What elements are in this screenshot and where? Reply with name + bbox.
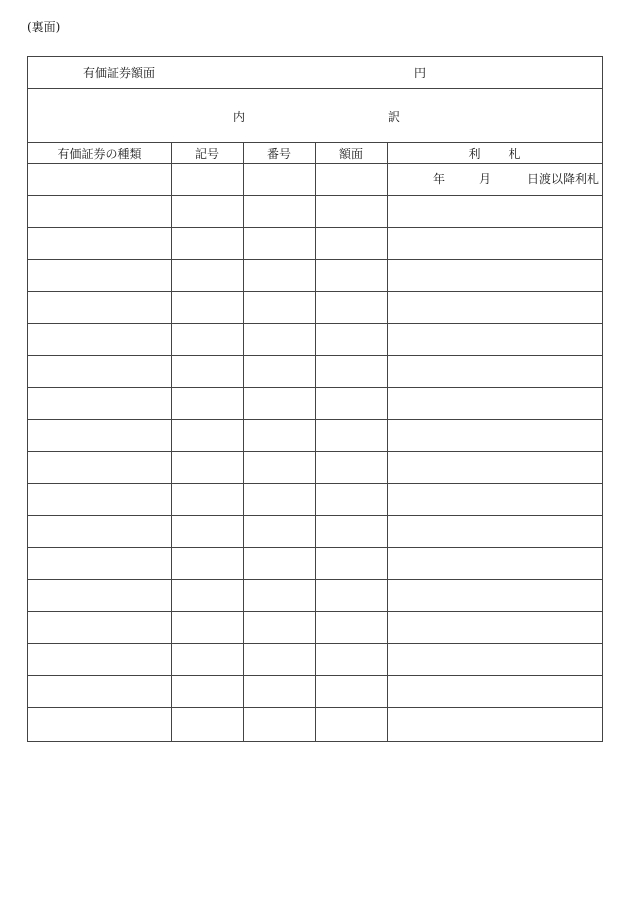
column-header-symbol: 記号 bbox=[194, 146, 219, 161]
table-cell-coupon bbox=[387, 643, 602, 675]
table-cell-symbol bbox=[171, 163, 243, 195]
table-cell-number bbox=[243, 451, 315, 483]
table-cell-number bbox=[243, 227, 315, 259]
table-cell-coupon bbox=[387, 323, 602, 355]
column-header-number: 番号 bbox=[266, 146, 291, 161]
table-cell-kind bbox=[28, 579, 171, 611]
table-cell-kind bbox=[28, 259, 171, 291]
table-cell-kind bbox=[28, 195, 171, 227]
table-cell-face-value bbox=[315, 259, 387, 291]
table-cell-coupon bbox=[387, 547, 602, 579]
securities-form bbox=[27, 56, 603, 742]
table-cell-kind bbox=[28, 675, 171, 707]
total-face-value-label: 有価証券額面 bbox=[83, 66, 156, 80]
table-cell-coupon bbox=[387, 611, 602, 643]
table-cell-symbol bbox=[171, 675, 243, 707]
table-cell-number bbox=[243, 323, 315, 355]
column-header-coupon bbox=[387, 143, 602, 163]
table-cell-face-value bbox=[315, 323, 387, 355]
table-cell-coupon bbox=[387, 227, 602, 259]
breakdown-char-1: 内 bbox=[233, 110, 246, 124]
table-cell-kind bbox=[28, 227, 171, 259]
table-cell-face-value bbox=[315, 419, 387, 451]
table-cell-face-value bbox=[315, 675, 387, 707]
table-cell-coupon bbox=[387, 579, 602, 611]
table-cell-coupon bbox=[387, 259, 602, 291]
table-cell-kind bbox=[28, 163, 171, 195]
table-cell-face-value bbox=[315, 483, 387, 515]
column-header-face-value: 額面 bbox=[338, 146, 363, 161]
table-cell-symbol bbox=[171, 611, 243, 643]
table-cell-symbol bbox=[171, 483, 243, 515]
table-cell-kind bbox=[28, 483, 171, 515]
table-cell-face-value bbox=[315, 387, 387, 419]
table-cell-kind bbox=[28, 355, 171, 387]
table-cell-coupon bbox=[387, 515, 602, 547]
table-cell-coupon bbox=[387, 163, 602, 195]
table-cell-coupon bbox=[387, 291, 602, 323]
table-cell-face-value bbox=[315, 643, 387, 675]
table-cell-coupon bbox=[387, 387, 602, 419]
table-cell-symbol bbox=[171, 291, 243, 323]
table-cell-face-value bbox=[315, 227, 387, 259]
table-cell-symbol bbox=[171, 419, 243, 451]
table-cell-kind bbox=[28, 547, 171, 579]
table-cell-symbol bbox=[171, 643, 243, 675]
table-cell-number bbox=[243, 163, 315, 195]
table-cell-kind bbox=[28, 643, 171, 675]
total-face-value-row bbox=[28, 57, 602, 89]
table-cell-kind bbox=[28, 451, 171, 483]
table-cell-symbol bbox=[171, 259, 243, 291]
table-cell-number bbox=[243, 483, 315, 515]
coupon-year-label: 年 bbox=[433, 172, 446, 186]
table-cell-number bbox=[243, 291, 315, 323]
table-cell-number bbox=[243, 675, 315, 707]
table-cell-number bbox=[243, 707, 315, 739]
table-cell-symbol bbox=[171, 227, 243, 259]
table-cell-coupon bbox=[387, 675, 602, 707]
yen-unit-label: 円 bbox=[414, 66, 427, 80]
table-cell-number bbox=[243, 515, 315, 547]
table-cell-face-value bbox=[315, 355, 387, 387]
table-cell-number bbox=[243, 547, 315, 579]
table-cell-face-value bbox=[315, 579, 387, 611]
table-cell-face-value bbox=[315, 707, 387, 739]
table-cell-kind bbox=[28, 611, 171, 643]
table-cell-coupon bbox=[387, 483, 602, 515]
table-cell-face-value bbox=[315, 451, 387, 483]
page-label: (裏面) bbox=[27, 20, 61, 34]
table-cell-symbol bbox=[171, 515, 243, 547]
table-cell-symbol bbox=[171, 195, 243, 227]
table-cell-kind bbox=[28, 291, 171, 323]
table-cell-coupon bbox=[387, 419, 602, 451]
table-cell-number bbox=[243, 259, 315, 291]
table-cell-coupon bbox=[387, 195, 602, 227]
table-cell-kind bbox=[28, 419, 171, 451]
table-cell-kind bbox=[28, 515, 171, 547]
table-cell-symbol bbox=[171, 355, 243, 387]
coupon-suffix-label: 日渡以降利札 bbox=[527, 172, 600, 186]
table-cell-symbol bbox=[171, 387, 243, 419]
table-cell-kind bbox=[28, 387, 171, 419]
table-cell-symbol bbox=[171, 707, 243, 739]
table-cell-face-value bbox=[315, 163, 387, 195]
table-cell-kind bbox=[28, 707, 171, 739]
table-cell-face-value bbox=[315, 195, 387, 227]
table-cell-number bbox=[243, 643, 315, 675]
table-cell-face-value bbox=[315, 547, 387, 579]
securities-table bbox=[28, 143, 602, 741]
table-cell-symbol bbox=[171, 451, 243, 483]
breakdown-row bbox=[28, 89, 602, 143]
table-cell-number bbox=[243, 195, 315, 227]
table-cell-number bbox=[243, 355, 315, 387]
table-cell-face-value bbox=[315, 291, 387, 323]
column-header-kind: 有価証券の種類 bbox=[57, 146, 142, 161]
coupon-month-label: 月 bbox=[479, 172, 492, 186]
table-cell-symbol bbox=[171, 547, 243, 579]
table-cell-coupon bbox=[387, 355, 602, 387]
table-cell-kind bbox=[28, 323, 171, 355]
table-cell-number bbox=[243, 611, 315, 643]
table-cell-number bbox=[243, 387, 315, 419]
table-cell-face-value bbox=[315, 611, 387, 643]
table-cell-number bbox=[243, 419, 315, 451]
coupon-header-char-1: 利 bbox=[468, 146, 481, 161]
breakdown-char-2: 訳 bbox=[388, 110, 401, 124]
table-cell-coupon bbox=[387, 707, 602, 739]
table-cell-symbol bbox=[171, 323, 243, 355]
table-cell-number bbox=[243, 579, 315, 611]
table-cell-face-value bbox=[315, 515, 387, 547]
table-cell-symbol bbox=[171, 579, 243, 611]
table-cell-coupon bbox=[387, 451, 602, 483]
coupon-header-char-2: 札 bbox=[508, 146, 521, 161]
